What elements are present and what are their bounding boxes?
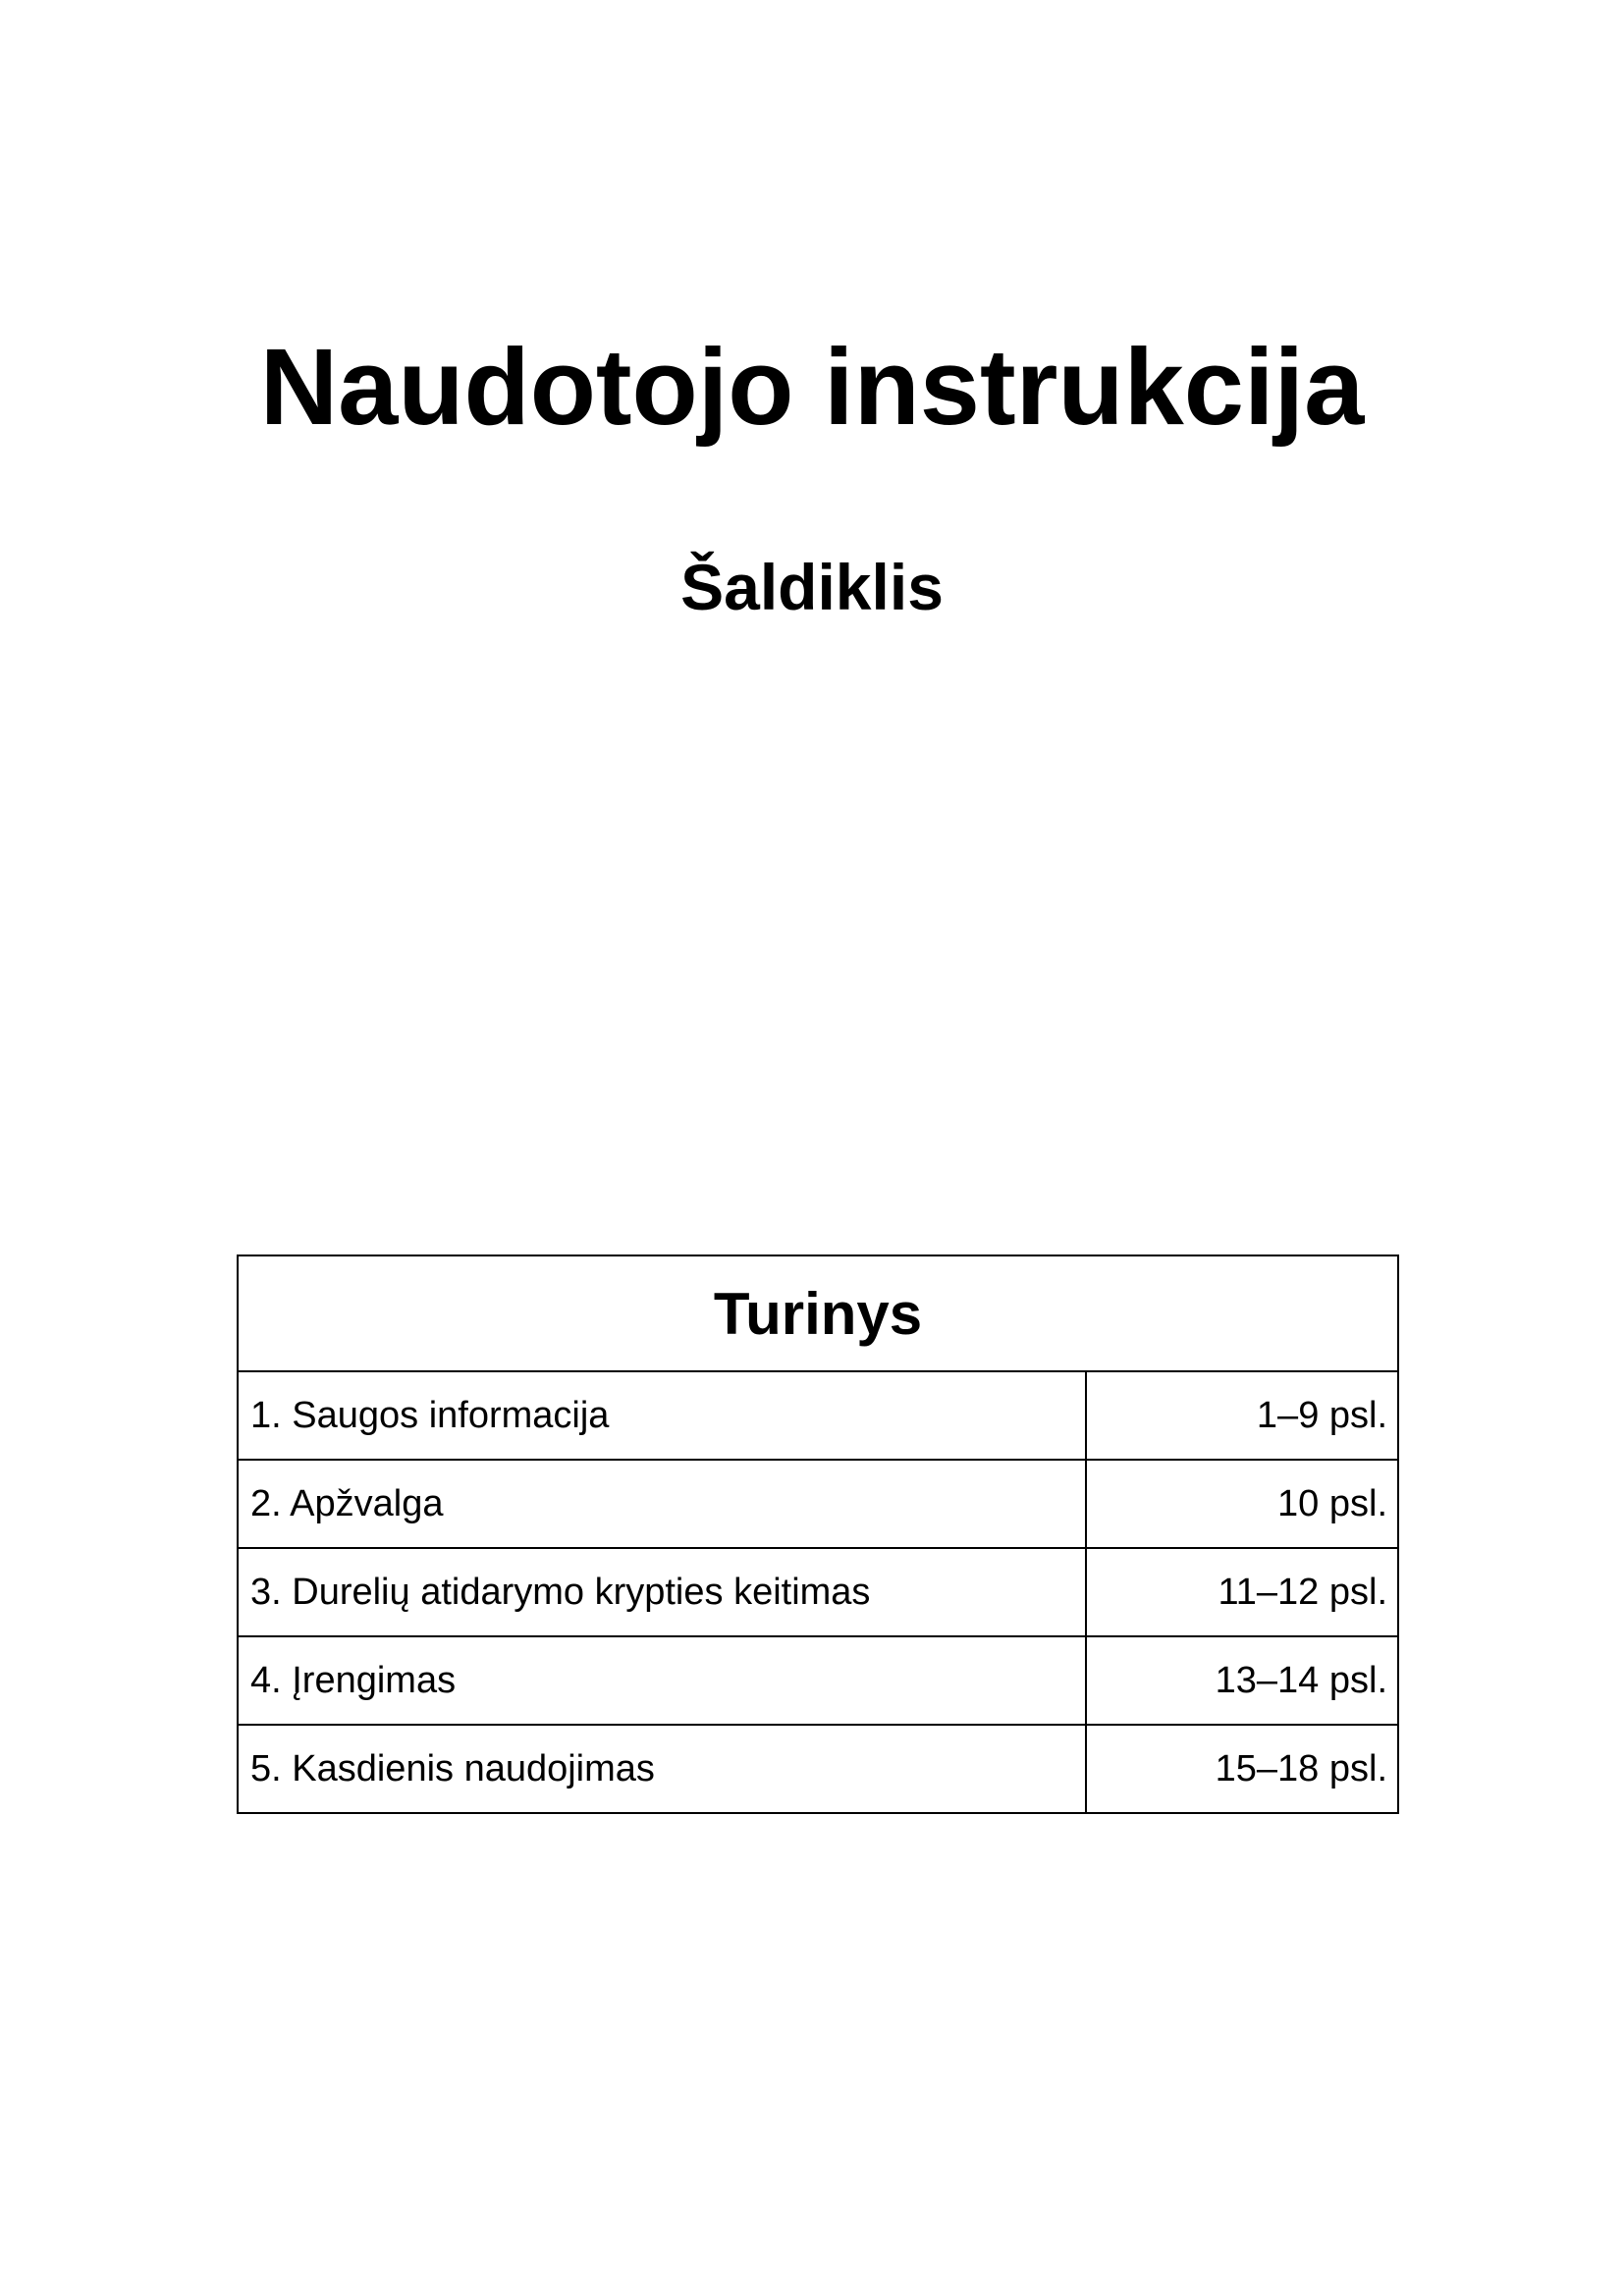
toc-entry-pages: 11–12 psl.: [1086, 1548, 1398, 1636]
toc-entry-pages: 15–18 psl.: [1086, 1725, 1398, 1813]
toc-entry-label: 5. Kasdienis naudojimas: [238, 1725, 1086, 1813]
toc-entry-label: 1. Saugos informacija: [238, 1371, 1086, 1460]
toc-row: [238, 1725, 1398, 1813]
toc-entry-pages: 10 psl.: [1086, 1460, 1398, 1548]
toc-entry-label: 3. Durelių atidarymo krypties keitimas: [238, 1548, 1086, 1636]
toc-entry-label: 4. Įrengimas: [238, 1636, 1086, 1725]
toc-entry-pages: 13–14 psl.: [1086, 1636, 1398, 1725]
toc-heading: Turinys: [238, 1255, 1398, 1371]
toc-row: [238, 1371, 1398, 1460]
toc-row: [238, 1460, 1398, 1548]
toc-row: [238, 1548, 1398, 1636]
document-subtitle: Šaldiklis: [680, 551, 944, 623]
toc-row: [238, 1636, 1398, 1725]
document-title: Naudotojo instrukcija: [259, 327, 1365, 448]
toc-heading-row: [238, 1255, 1398, 1371]
table-of-contents: [237, 1255, 1399, 1814]
toc-entry-pages: 1–9 psl.: [1086, 1371, 1398, 1460]
toc-entry-label: 2. Apžvalga: [238, 1460, 1086, 1548]
